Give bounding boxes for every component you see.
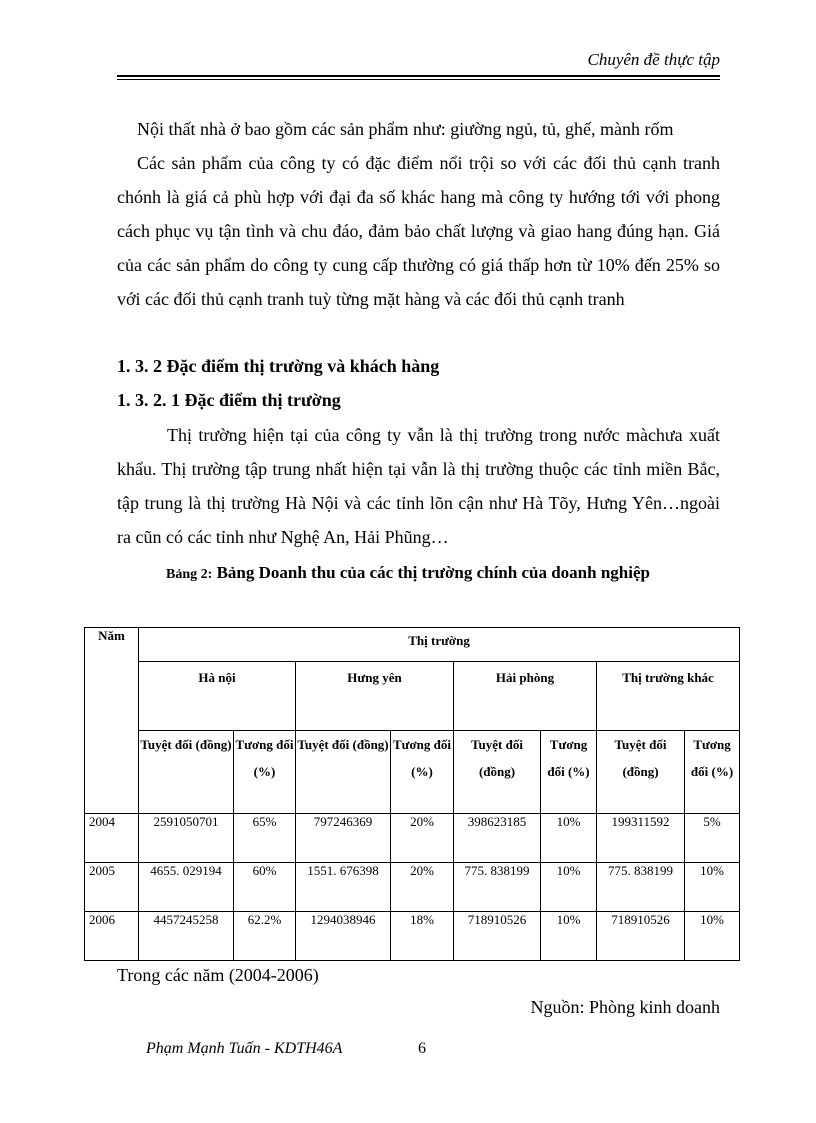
hanoi-rel-cell: 60% xyxy=(234,863,296,912)
hungyen-rel-cell: 20% xyxy=(391,814,454,863)
other-rel-cell: 10% xyxy=(685,863,740,912)
header-rule-thick xyxy=(117,75,720,77)
revenue-table xyxy=(84,627,740,961)
rel-header: Tương đối (%) xyxy=(234,731,296,814)
rel-header: Tương đối (%) xyxy=(541,731,597,814)
hanoi-abs-cell: 4457245258 xyxy=(139,912,234,961)
table-source: Nguồn: Phòng kinh doanh xyxy=(530,997,720,1017)
footer-page-number: 6 xyxy=(418,1040,426,1057)
footer-author: Phạm Mạnh Tuấn - KDTH46A xyxy=(146,1040,343,1057)
hungyen-abs-cell: 1294038946 xyxy=(296,912,391,961)
haiphong-abs-cell: 398623185 xyxy=(454,814,541,863)
haiphong-abs-cell: 718910526 xyxy=(454,912,541,961)
hungyen-abs-cell: 1551. 676398 xyxy=(296,863,391,912)
other-abs-cell: 775. 838199 xyxy=(597,863,685,912)
table-caption-label: Bảng 2: xyxy=(166,567,213,582)
abs-header: Tuyệt đối (đồng) xyxy=(454,731,541,814)
subsection-heading-market: 1. 3. 2. 1 Đặc điểm thị trường xyxy=(117,390,341,410)
year-cell: 2006 xyxy=(85,912,139,961)
market-header-haiphong: Hải phòng xyxy=(454,662,597,731)
haiphong-rel-cell: 10% xyxy=(541,814,597,863)
rel-header: Tương đối (%) xyxy=(391,731,454,814)
year-cell: 2004 xyxy=(85,814,139,863)
paragraph-market-description: Thị trường hiện tại của công ty vẫn là thị trường trong nước màchưa xuất khẩu. Thị trường tập trung nhất hiện tại vẫn là thị trường thuộc các tỉnh miền Bắc, tập trung là thị trường Hà Nội và các tỉnh lõn cận như Hà Tõy, Hưng Yên…ngoài ra cũn có các tỉnh như Nghệ An, Hải Phũng… xyxy=(117,425,720,547)
rel-header: Tương đối (%) xyxy=(685,731,740,814)
market-header-hungyen: Hưng yên xyxy=(296,662,454,731)
other-abs-cell: 199311592 xyxy=(597,814,685,863)
hanoi-abs-cell: 2591050701 xyxy=(139,814,234,863)
table-caption xyxy=(0,563,816,583)
haiphong-abs-cell: 775. 838199 xyxy=(454,863,541,912)
market-header-other: Thị trường khác xyxy=(597,662,740,731)
abs-header: Tuyệt đối (đồng) xyxy=(296,731,391,814)
table-caption-text: Bảng Doanh thu của các thị trường chính của doanh nghiệp xyxy=(216,563,650,582)
page-header-title: Chuyên đề thực tập xyxy=(587,50,720,69)
other-rel-cell: 5% xyxy=(685,814,740,863)
hanoi-rel-cell: 62.2% xyxy=(234,912,296,961)
year-column-header: Năm xyxy=(85,628,139,814)
section-heading-market-customer: 1. 3. 2 Đặc điểm thị trường và khách hàng xyxy=(117,356,440,376)
paragraph-competitive-advantage: Các sản phẩm của công ty có đặc điểm nổi trội so với các đối thủ cạnh tranh chónh là giá cả phù hợp với đại đa số khác hang mà công ty hướng tới với phong cách phục vụ tận tình và chu đáo, đảm bảo chất lượng và giao hang đúng hạn. Giá của các sản phẩm do công ty cung cấp thường có giá thấp hơn từ 10% đến 25% so với các đối thủ cạnh tranh tuỳ từng mặt hàng và các đối thủ cạnh tranh xyxy=(117,153,720,309)
table-row xyxy=(85,912,740,961)
hanoi-abs-cell: 4655. 029194 xyxy=(139,863,234,912)
paragraph-furniture: Nội thất nhà ở bao gồm các sản phẩm như: giường ngủ, tủ, ghế, mành rốm xyxy=(137,119,674,139)
year-cell: 2005 xyxy=(85,863,139,912)
header-rule-thin xyxy=(117,79,720,80)
market-group-header: Thị trường xyxy=(139,628,740,662)
hungyen-abs-cell: 797246369 xyxy=(296,814,391,863)
abs-header: Tuyệt đối (đồng) xyxy=(139,731,234,814)
hungyen-rel-cell: 20% xyxy=(391,863,454,912)
abs-header: Tuyệt đối (đồng) xyxy=(597,731,685,814)
table-note: Trong các năm (2004-2006) xyxy=(117,965,319,985)
haiphong-rel-cell: 10% xyxy=(541,863,597,912)
market-header-hanoi: Hà nội xyxy=(139,662,296,731)
table-row xyxy=(85,814,740,863)
other-abs-cell: 718910526 xyxy=(597,912,685,961)
other-rel-cell: 10% xyxy=(685,912,740,961)
table-row xyxy=(85,863,740,912)
hanoi-rel-cell: 65% xyxy=(234,814,296,863)
haiphong-rel-cell: 10% xyxy=(541,912,597,961)
hungyen-rel-cell: 18% xyxy=(391,912,454,961)
